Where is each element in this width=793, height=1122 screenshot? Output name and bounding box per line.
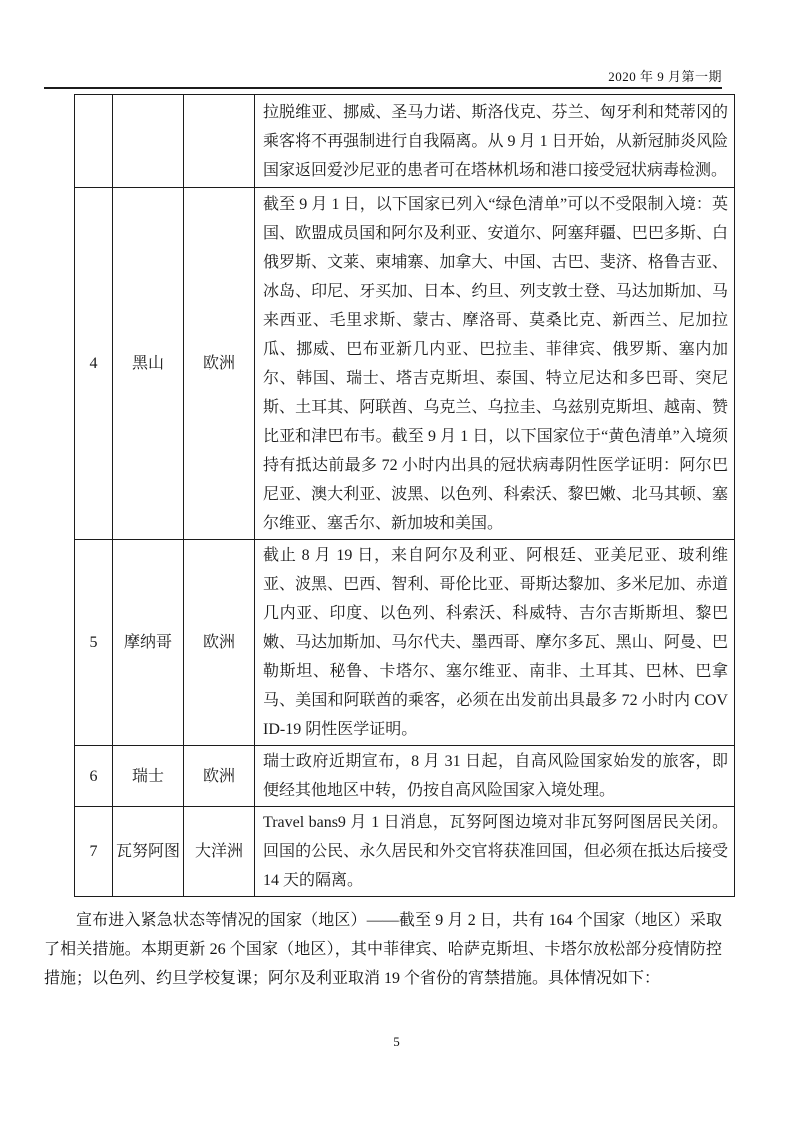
region-cell: 欧洲 [184, 188, 255, 540]
table-row [75, 188, 735, 540]
measures-cell: Travel bans9 月 1 日消息，瓦努阿图边境对非瓦努阿图居民关闭。回国的公民、永久居民和外交官将获准回国，但必须在抵达后接受 14 天的隔离。 [255, 807, 735, 897]
row-number-cell: 4 [75, 188, 113, 540]
country-cell: 瓦努阿图 [113, 807, 184, 897]
header-rule [44, 87, 722, 89]
measures-cell: 截至 9 月 1 日，以下国家已列入“绿色清单”可以不受限制入境：英国、欧盟成员国和阿尔及利亚、安道尔、阿塞拜疆、巴巴多斯、白俄罗斯、文莱、柬埔寨、加拿大、中国、古巴、斐济、格鲁吉亚、冰岛、印尼、牙买加、日本、约旦、列支敦士登、马达加斯加、马来西亚、毛里求斯、蒙古、摩洛哥、莫桑比克、新西兰、尼加拉瓜、挪威、巴布亚新几内亚、巴拉圭、菲律宾、俄罗斯、塞内加尔、韩国、瑞士、塔吉克斯坦、泰国、特立尼达和多巴哥、突尼斯、土耳其、阿联酋、乌克兰、乌拉圭、乌兹别克斯坦、越南、赞比亚和津巴布韦。截至 9 月 1 日，以下国家位于“黄色清单”入境须持有抵达前最多 72 小时内出具的冠状病毒阴性医学证明：阿尔巴尼亚、澳大利亚、波黑、以色列、科索沃、黎巴嫩、北马其顿、塞尔维亚、塞舌尔、新加坡和美国。 [255, 188, 735, 540]
row-number-cell: 7 [75, 807, 113, 897]
table-row [75, 746, 735, 807]
summary-paragraph: 宣布进入紧急状态等情况的国家（地区）——截至 9 月 2 日，共有 164 个国家（地区）采取了相关措施。本期更新 26 个国家（地区），其中菲律宾、哈萨克斯坦、卡塔尔放松部分疫情防控措施；以色列、约旦学校复课；阿尔及利亚取消 19 个省份的宵禁措施。具体情况如下： [44, 912, 722, 987]
country-cell: 瑞士 [113, 746, 184, 807]
country-cell: 摩纳哥 [113, 540, 184, 746]
table-row [75, 95, 735, 188]
row-number-cell [75, 95, 113, 188]
country-cell: 黑山 [113, 188, 184, 540]
row-number-cell: 5 [75, 540, 113, 746]
measures-cell: 截止 8 月 19 日，来自阿尔及利亚、阿根廷、亚美尼亚、玻利维亚、波黑、巴西、智利、哥伦比亚、哥斯达黎加、多米尼加、赤道几内亚、印度、以色列、科索沃、科威特、吉尔吉斯斯坦、黎巴嫩、马达加斯加、马尔代夫、墨西哥、摩尔多瓦、黑山、阿曼、巴勒斯坦、秘鲁、卡塔尔、塞尔维亚、南非、土耳其、巴林、巴拿马、美国和阿联酋的乘客，必须在出发前出具最多 72 小时内 COVID-19 阴性医学证明。 [255, 540, 735, 746]
header-issue-label: 2020 年 9 月第一期 [608, 69, 722, 84]
table-row [75, 807, 735, 897]
country-measures-table [74, 94, 735, 897]
region-cell: 大洋洲 [184, 807, 255, 897]
region-cell [184, 95, 255, 188]
page-number: 5 [393, 1034, 400, 1049]
measures-cell: 瑞士政府近期宣布，8 月 31 日起，自高风险国家始发的旅客，即便经其他地区中转，仍按自高风险国家入境处理。 [255, 746, 735, 807]
row-number-cell: 6 [75, 746, 113, 807]
region-cell: 欧洲 [184, 746, 255, 807]
measures-cell: 拉脱维亚、挪威、圣马力诺、斯洛伐克、芬兰、匈牙利和梵蒂冈的乘客将不再强制进行自我隔离。从 9 月 1 日开始，从新冠肺炎风险国家返回爱沙尼亚的患者可在塔林机场和港口接受冠状病毒检测。 [255, 95, 735, 188]
country-cell [113, 95, 184, 188]
region-cell: 欧洲 [184, 540, 255, 746]
table-row [75, 540, 735, 746]
